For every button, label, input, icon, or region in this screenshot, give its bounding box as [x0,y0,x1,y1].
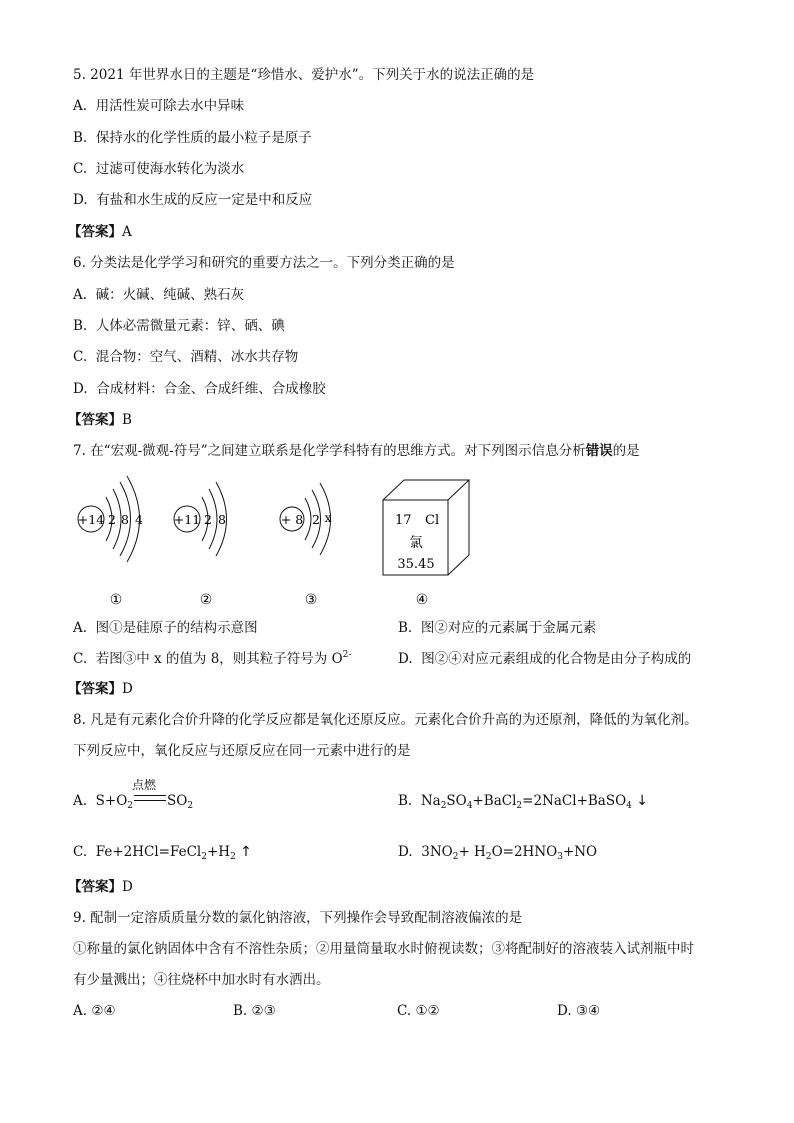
q8-option-d [398,843,597,861]
option-text: 合成材料：合金、合成纤维、合成橡胶 [96,381,326,397]
precipitate-arrow-icon: ↓ [636,793,648,809]
fig2-shell-count: 8 [218,512,226,527]
charge-superscript: 2- [342,650,352,660]
option-key: B. [398,620,413,636]
option-text: ①② [415,1003,440,1019]
q6-stem: 6. 分类法是化学学习和研究的重要方法之一。下列分类正确的是 [73,255,455,271]
element-name: 氯 [409,535,423,551]
option-key: B. [398,793,413,809]
fig2-shell-count: 2 [204,512,212,527]
answer-label: 【答案】 [68,412,122,428]
q7-option-c [73,650,351,668]
q9-body-line2: 有少量溅出；④往烧杯中加水时有水洒出。 [73,972,330,988]
option-key: C. [73,161,88,177]
option-text: 图①是硅原子的结构示意图 [95,620,258,636]
option-text: 过滤可使海水转化为淡水 [95,161,245,177]
option-key: C. [73,651,88,667]
answer-value: D [122,879,133,895]
option-key: A. [73,793,88,809]
q7-option-b [398,619,596,637]
option-key: C. [73,844,88,860]
answer-value: A [122,224,132,240]
element-mass: 35.45 [397,557,435,572]
fig3-shell-count: x [324,510,332,525]
option-key: B. [73,130,88,146]
q7-answer [68,680,133,698]
option-text: 若图③中 x 的值为 8，则其粒子符号为 O [95,651,343,667]
option-key: B. [73,318,88,334]
fig1-nucleus-label: +14 [77,512,105,527]
option-key: C. [397,1003,412,1019]
fig1-number: ① [109,592,123,608]
q9-option-a [73,1002,116,1020]
equation-a: $S+O_2$ $SO_2$ [95,793,194,811]
equals-bar [134,795,166,801]
answer-label: 【答案】 [68,879,122,895]
element-card-top [383,480,469,500]
option-key: A. [73,1003,88,1019]
answer-label: 【答案】 [68,681,122,697]
fig1-shell-count: 8 [121,512,129,527]
option-key: C. [73,349,88,365]
q7-option-d [398,650,691,668]
answer-label: 【答案】 [68,224,122,240]
q8-option-b [398,792,648,810]
reaction-condition: 点燃 [132,778,157,792]
option-text: 图②④对应元素组成的化合物是由分子构成的 [421,651,692,667]
q9-body-line1: ①称量的氯化钠固体中含有不溶性杂质；②用量筒量取水时俯视读数；③将配制好的溶液装入试剂瓶中时 [73,941,694,957]
option-key: D. [398,651,413,667]
q7-stem: 7. 在“宏观-微观-符号”之间建立联系是化学学科特有的思维方式。对下列图示信息分析错误的是 [73,443,640,459]
gas-arrow-icon: ↑ [240,844,252,860]
q5-stem: 5. 2021 年世界水日的主题是“珍惜水、爱护水”。下列关于水的说法正确的是 [73,67,535,83]
fig2-nucleus-label: +11 [173,512,201,527]
option-key: A. [73,287,88,303]
option-text: ②④ [91,1003,116,1019]
q8-stem-line1: 8. 凡是有元素化合价升降的化学反应都是氧化还原反应。元素化合价升高的为还原剂，降低的为氧化剂。 [73,712,698,728]
element-number: 17 [395,513,412,528]
element-symbol: Cl [425,513,440,528]
q9-stem: 9. 配制一定溶质质量分数的氯化钠溶液，下列操作会导致配制溶液偏浓的是 [73,910,523,926]
option-key: A. [73,98,88,114]
fig1-shell-count: 4 [135,512,143,527]
fig3-shell-count: 2 [312,512,320,527]
option-key: D. [73,381,88,397]
fig2-number: ② [199,592,213,608]
option-key: D. [398,844,413,860]
equation-b: $Na_2SO_4+BaCl_2=2NaCl+BaSO_4$ ↓ [420,793,648,811]
answer-value: B [122,412,132,428]
fig4-number: ④ [415,592,429,608]
fig1-shell-count: 2 [108,512,116,527]
equation-c: $Fe+2HCl=FeCl_2+H_2$ ↑ [95,844,252,862]
q7-stem-emphasis: 错误 [585,443,613,459]
option-key: A. [73,620,88,636]
q8-stem-line2: 下列反应中，氧化反应与还原反应在同一元素中进行的是 [73,743,411,759]
option-key: D. [557,1003,572,1019]
q9-option-d [557,1002,600,1020]
fig3-nucleus-label: + 8 [280,512,304,527]
option-text: 图②对应的元素属于金属元素 [420,620,597,636]
option-text: 有盐和水生成的反应一定是中和反应 [96,192,313,208]
fig3-number: ③ [304,592,318,608]
q9-option-b [233,1002,276,1020]
element-card-side [448,480,469,575]
q7-option-a [73,619,258,637]
fig3-shell-1 [305,498,311,540]
option-key: D. [73,192,88,208]
option-text: 用活性炭可除去水中异味 [95,98,245,114]
q8-answer [68,878,133,896]
q8-option-a [73,792,193,810]
option-key: B. [233,1003,248,1019]
q8-option-c [73,843,252,861]
option-text: 保持水的化学性质的最小粒子是原子 [95,130,312,146]
option-text: 人体必需微量元素：锌、硒、碘 [95,318,285,334]
equation-d: $3NO_2+ H_2O=2HNO_3+NO$ [421,844,598,862]
answer-value: D [122,681,133,697]
option-text: 混合物：空气、酒精、冰水共存物 [95,349,299,365]
q9-option-c [397,1002,440,1020]
option-text: 碱：火碱、纯碱、熟石灰 [95,287,245,303]
option-text: ②③ [251,1003,276,1019]
option-text: ③④ [575,1003,601,1019]
